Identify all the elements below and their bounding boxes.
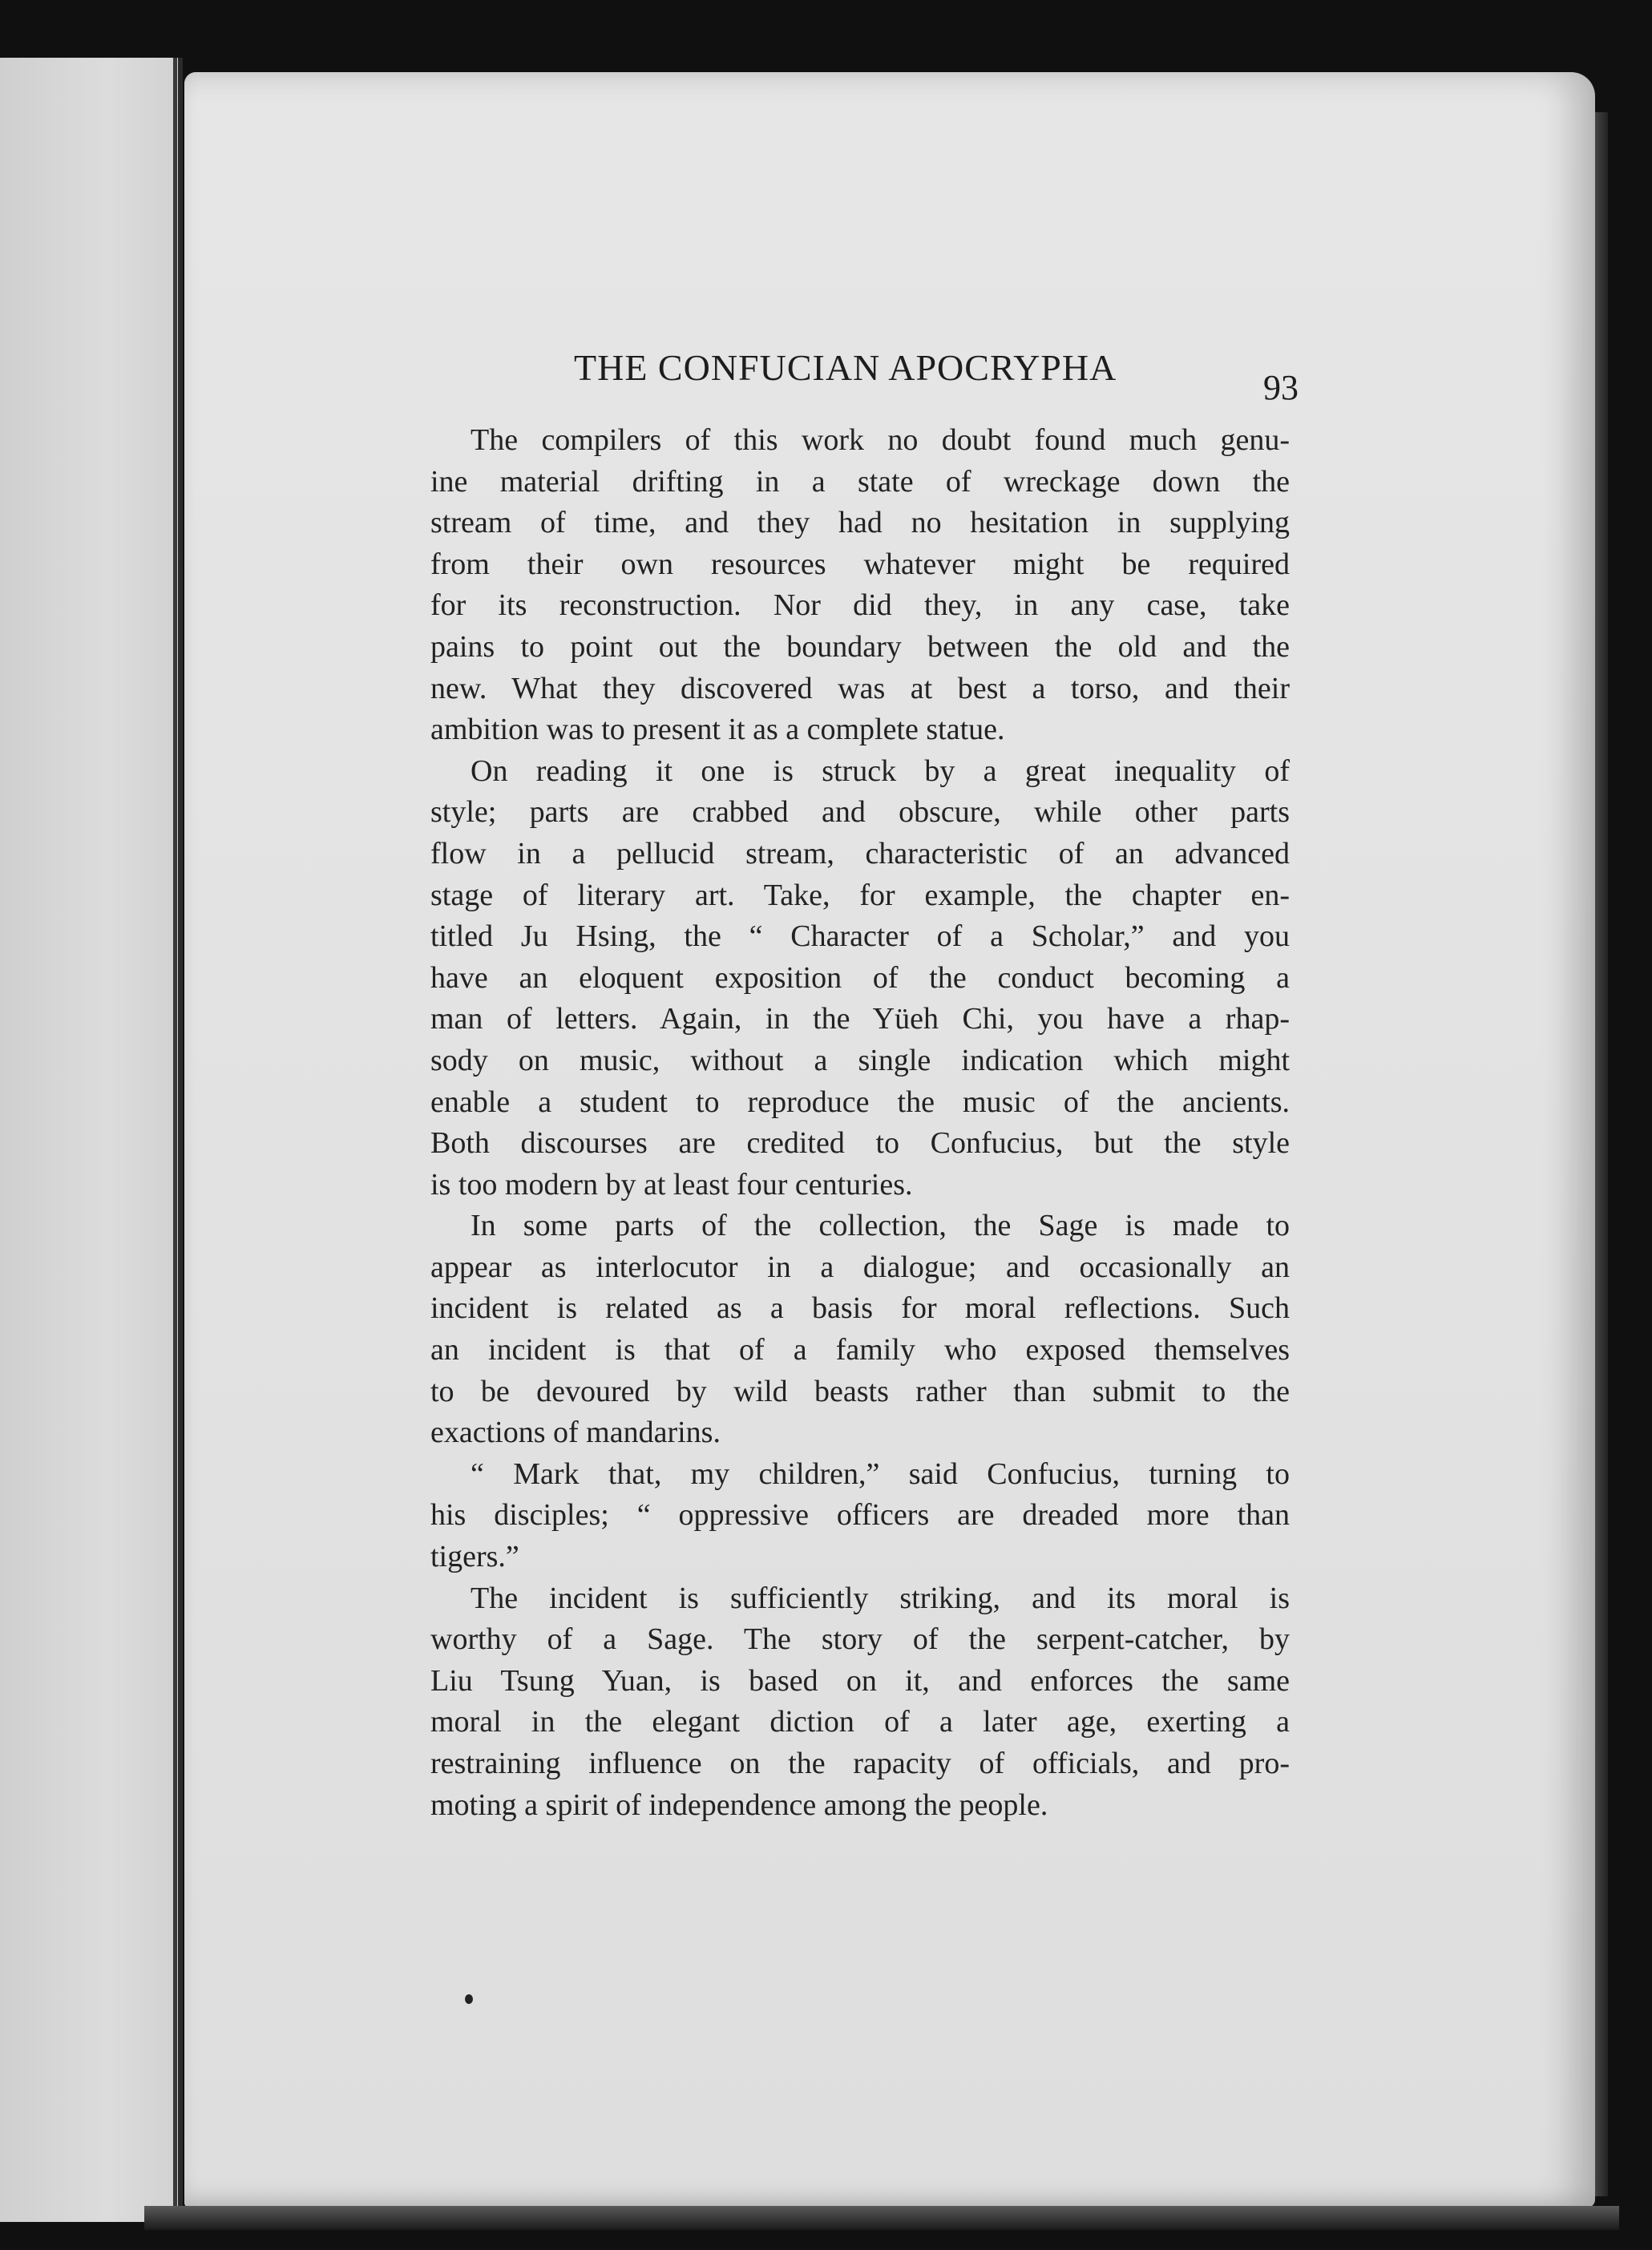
- text-line: worthy of a Sage. The story of the serpent-catcher, by: [430, 1622, 1290, 1657]
- page-bottom-edge: [144, 2206, 1619, 2230]
- text-line: stream of time, and they had no hesitation in supplying: [430, 506, 1290, 540]
- text-line: man of letters. Again, in the Yüeh Chi, you have a rhap-: [430, 1002, 1290, 1036]
- text-line: is too modern by at least four centuries.: [430, 1167, 913, 1202]
- paragraph: [430, 1578, 1290, 1827]
- page-number: 93: [1263, 368, 1299, 407]
- text-line: restraining influence on the rapacity of officials, and pro-: [430, 1747, 1290, 1780]
- text-line: Both discourses are credited to Confucius, but the style: [430, 1126, 1290, 1161]
- text-line: his disciples; “ oppressive officers are dreaded more than: [430, 1498, 1290, 1533]
- body-text: [430, 420, 1290, 1826]
- text-line: exactions of mandarins.: [430, 1416, 721, 1450]
- text-line: titled Ju Hsing, the “ Character of a Scholar,” and you: [430, 919, 1290, 954]
- running-head: THE CONFUCIAN APOCRYPHA: [574, 347, 1117, 388]
- text-line: ambition was to present it as a complete statue.: [430, 713, 1005, 747]
- text-line: tigers.”: [430, 1540, 519, 1574]
- text-line: flow in a pellucid stream, characteristic of an advanced: [430, 836, 1290, 871]
- book-spine-shadow: [173, 58, 177, 2222]
- text-line: appear as interlocutor in a dialogue; and occasionally an: [430, 1250, 1290, 1284]
- text-line: ine material drifting in a state of wreckage down the: [430, 464, 1290, 499]
- text-line: have an eloquent exposition of the conduct becoming a: [430, 960, 1290, 995]
- text-line: style; parts are crabbed and obscure, while other parts: [430, 795, 1290, 830]
- paragraph: [430, 420, 1290, 751]
- page-edge-shadow: [1595, 112, 1608, 2196]
- text-line: incident is related as a basis for moral reflections. Such: [430, 1291, 1290, 1326]
- text-line: enable a student to reproduce the music of the ancients.: [430, 1085, 1290, 1119]
- text-line: “ Mark that, my children,” said Confucius, turning to: [471, 1456, 1290, 1491]
- text-line: for its reconstruction. Nor did they, in any case, take: [430, 588, 1290, 623]
- text-line: On reading it one is struck by a great inequality of: [471, 753, 1290, 788]
- paragraph: [430, 751, 1290, 1206]
- ink-speck: [465, 1994, 473, 2004]
- text-line: to be devoured by wild beasts rather than submit to the: [430, 1374, 1290, 1408]
- text-line: The compilers of this work no doubt found much genu-: [471, 423, 1290, 457]
- text-line: pains to point out the boundary between the old and the: [430, 629, 1290, 664]
- paragraph: [430, 1206, 1290, 1454]
- text-line: from their own resources whatever might be required: [430, 547, 1290, 581]
- facing-page-edge: [0, 58, 183, 2222]
- text-line: In some parts of the collection, the Sage is made to: [471, 1209, 1290, 1243]
- text-line: Liu Tsung Yuan, is based on it, and enforces the same: [430, 1663, 1290, 1698]
- text-line: sody on music, without a single indication which might: [430, 1043, 1290, 1077]
- text-line: moral in the elegant diction of a later age, exerting a: [430, 1705, 1290, 1739]
- text-line: new. What they discovered was at best a torso, and their: [430, 671, 1290, 705]
- text-line: The incident is sufficiently striking, and its moral is: [471, 1581, 1290, 1615]
- text-line: stage of literary art. Take, for example, the chapter en-: [430, 878, 1290, 912]
- text-line: an incident is that of a family who exposed themselves: [430, 1333, 1290, 1367]
- paragraph: [430, 1454, 1290, 1578]
- text-line: moting a spirit of independence among the people.: [430, 1787, 1048, 1822]
